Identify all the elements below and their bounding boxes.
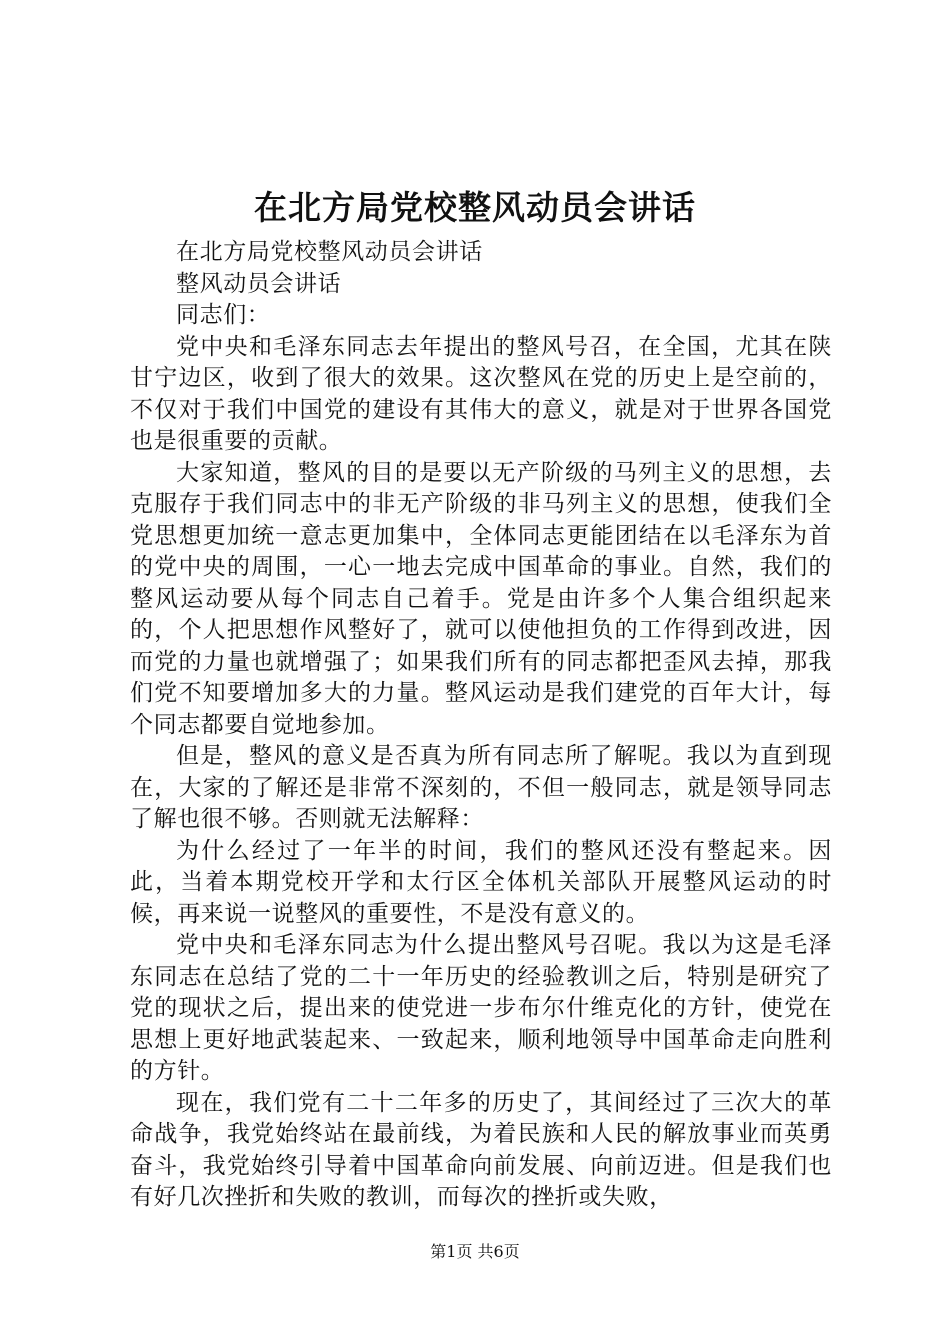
paragraph: 为什么经过了一年半的时间，我们的整风还没有整起来。因此，当着本期党校开学和太行区全体机关部队开展整风运动的时候，再来说一说整风的重要性，不是没有意义的。: [130, 837, 832, 927]
paragraph: 现在，我们党有二十二年多的历史了，其间经过了三次大的革命战争，我党始终站在最前线，为着民族和人民的解放事业而英勇奋斗，我党始终引导着中国革命向前发展、向前迈进。但是我们也有好几次挫折和失败的教训，而每次的挫折或失败，: [130, 1089, 832, 1210]
page-footer: 第1页 共6页: [430, 1242, 520, 1261]
page-title: 在北方局党校整风动员会讲话: [254, 188, 696, 227]
paragraph: 大家知道，整风的目的是要以无产阶级的马列主义的思想，去克服存于我们同志中的非无产阶级的非马列主义的思想，使我们全党思想更加统一意志更加集中，全体同志更能团结在以毛泽东为首的党中央的周围，一心一地去完成中国革命的事业。自然，我们的整风运动要从每个同志自己着手。党是由许多个人集合组织起来的，个人把思想作风整好了，就可以使他担负的工作得到改进，因而党的力量也就增强了；如果我们所有的同志都把歪风去掉，那我们党不知要增加多大的力量。整风运动是我们建党的百年大计，每个同志都要自觉地参加。: [130, 459, 832, 738]
paragraph: 整风动员会讲话: [176, 270, 342, 297]
document-body: [130, 237, 832, 1214]
paragraph: 同志们：: [176, 302, 271, 328]
paragraph: 党中央和毛泽东同志为什么提出整风号召呢。我以为这是毛泽东同志在总结了党的二十一年历史的经验教训之后，特别是研究了党的现状之后，提出来的使党进一步布尔什维克化的方针，使党在思想上更好地武装起来、一致起来，顺利地领导中国革命走向胜利的方针。: [130, 932, 832, 1084]
paragraph: 在北方局党校整风动员会讲话: [176, 239, 483, 265]
paragraph: 党中央和毛泽东同志去年提出的整风号召，在全国，尤其在陕甘宁边区，收到了很大的效果。这次整风在党的历史上是空前的，不仅对于我们中国党的建设有其伟大的意义，就是对于世界各国党也是很重要的贡献。: [130, 333, 832, 454]
paragraph: 但是，整风的意义是否真为所有同志所了解呢。我以为直到现在，大家的了解还是非常不深刻的，不但一般同志，就是领导同志了解也很不够。否则就无法解释：: [130, 743, 832, 832]
